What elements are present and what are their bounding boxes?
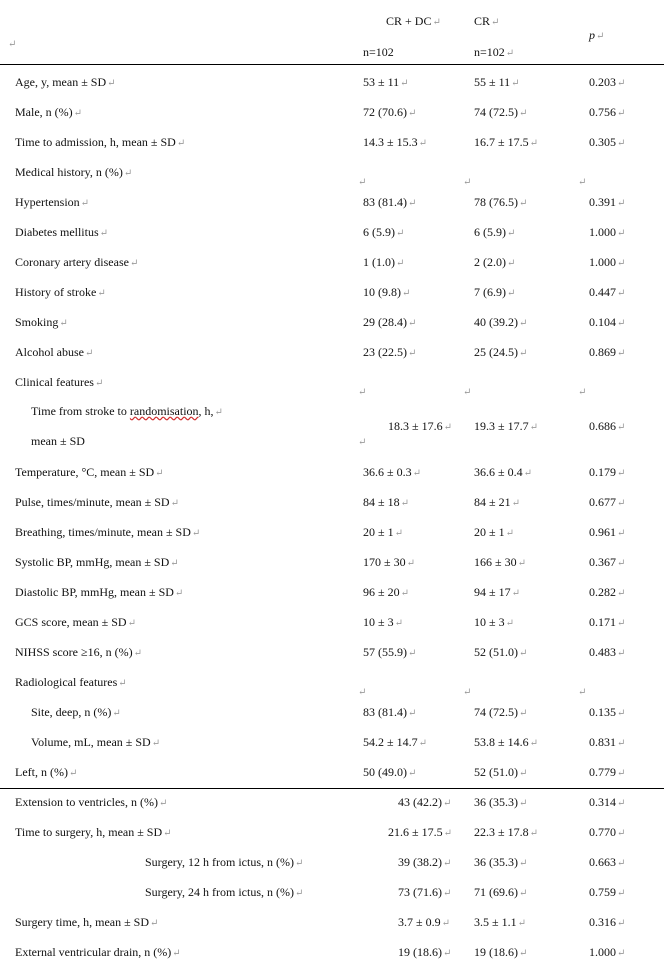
row-label: Site, deep, n (%)↵ — [31, 705, 121, 719]
table-row — [0, 338, 664, 368]
cell-p: 1.000↵ — [589, 255, 626, 269]
table-row — [0, 188, 664, 218]
cell-p: 0.171↵ — [589, 615, 626, 629]
cell-cr: 71 (69.6)↵ — [474, 885, 528, 899]
cell-p: 0.831↵ — [589, 735, 626, 749]
table-row — [0, 248, 664, 278]
cell-crdc: 20 ± 1↵ — [363, 525, 403, 539]
cell-p: 0.316↵ — [589, 915, 626, 929]
table-row — [0, 128, 664, 158]
cell-crdc: 21.6 ± 17.5↵ — [388, 825, 452, 839]
cell-crdc: 10 ± 3↵ — [363, 615, 403, 629]
cell-crdc: 19 (18.6)↵ — [398, 945, 452, 959]
cell-p: 0.391↵ — [589, 195, 626, 209]
table-row — [0, 68, 664, 98]
cell-cr: 36.6 ± 0.4↵ — [474, 465, 532, 479]
cell-crdc: 23 (22.5)↵ — [363, 345, 417, 359]
table-row — [0, 698, 664, 728]
cell-p: 0.135↵ — [589, 705, 626, 719]
cell-p: 0.314↵ — [589, 795, 626, 809]
cell-crdc: 1 (1.0)↵ — [363, 255, 405, 269]
row-label: Male, n (%)↵ — [15, 105, 83, 119]
table-row — [0, 458, 664, 488]
table-row — [0, 878, 664, 908]
row-label: Time to admission, h, mean ± SD↵ — [15, 135, 186, 149]
cell-p: 0.686↵ — [589, 419, 626, 433]
cell-crdc: 53 ± 11↵ — [363, 75, 409, 89]
header-empty-cell: ↵ — [8, 39, 17, 50]
row-label: NIHSS score ≥16, n (%)↵ — [15, 645, 142, 659]
cell-crdc: 54.2 ± 14.7↵ — [363, 735, 427, 749]
cell-crdc: 72 (70.6)↵ — [363, 105, 417, 119]
cell-cr: 36 (35.3)↵ — [474, 795, 528, 809]
row-label: History of stroke↵ — [15, 285, 106, 299]
cell-cr: 3.5 ± 1.1↵ — [474, 915, 526, 929]
cell-cr: 25 (24.5)↵ — [474, 345, 528, 359]
row-label: Alcohol abuse↵ — [15, 345, 94, 359]
row-label: Diastolic BP, mmHg, mean ± SD↵ — [15, 585, 184, 599]
table-row — [0, 308, 664, 338]
cell-crdc: 10 (9.8)↵ — [363, 285, 411, 299]
cell-cr: 7 (6.9)↵ — [474, 285, 516, 299]
table-row — [0, 638, 664, 668]
row-label: Surgery, 12 h from ictus, n (%)↵ — [145, 855, 304, 869]
cell-cr: 2 (2.0)↵ — [474, 255, 516, 269]
header-group-cr: CR↵ — [474, 14, 500, 28]
cell-cr: 74 (72.5)↵ — [474, 105, 528, 119]
cell-cr: 22.3 ± 17.8↵ — [474, 825, 538, 839]
cell-cr: 16.7 ± 17.5↵ — [474, 135, 538, 149]
empty-cell-mark: ↵ — [463, 387, 472, 398]
header-group-crdc: CR + DC↵ — [386, 14, 441, 28]
empty-cell-mark: ↵ — [578, 687, 587, 698]
cell-p: 0.447↵ — [589, 285, 626, 299]
cell-p: 0.770↵ — [589, 825, 626, 839]
row-label: Surgery, 24 h from ictus, n (%)↵ — [145, 885, 304, 899]
table-row — [0, 848, 664, 878]
row-label: External ventricular drain, n (%)↵ — [15, 945, 181, 959]
table-row — [0, 788, 664, 818]
header-rule — [0, 64, 664, 65]
cell-crdc: 3.7 ± 0.9↵ — [398, 915, 450, 929]
table-row — [0, 98, 664, 128]
cell-crdc: 39 (38.2)↵ — [398, 855, 452, 869]
cell-crdc: 73 (71.6)↵ — [398, 885, 452, 899]
cell-crdc: 6 (5.9)↵ — [363, 225, 405, 239]
cell-crdc: 83 (81.4)↵ — [363, 195, 417, 209]
cell-crdc: 14.3 ± 15.3↵ — [363, 135, 427, 149]
cell-p: 1.000↵ — [589, 945, 626, 959]
cell-crdc: 18.3 ± 17.6↵ — [388, 419, 452, 433]
cell-crdc: 83 (81.4)↵ — [363, 705, 417, 719]
table-row — [0, 728, 664, 758]
cell-cr: 94 ± 17↵ — [474, 585, 520, 599]
empty-cell-mark: ↵ — [578, 177, 587, 188]
cell-cr: 40 (39.2)↵ — [474, 315, 528, 329]
cell-p: 0.367↵ — [589, 555, 626, 569]
cell-p: 0.305↵ — [589, 135, 626, 149]
empty-cell-mark: ↵ — [463, 177, 472, 188]
table-row — [0, 758, 664, 788]
cell-crdc: 36.6 ± 0.3↵ — [363, 465, 421, 479]
cell-p: 0.869↵ — [589, 345, 626, 359]
row-label: Clinical features↵ — [15, 375, 104, 389]
table-row — [0, 608, 664, 638]
cell-cr: 19.3 ± 17.7↵ — [474, 419, 538, 433]
row-label: Smoking↵ — [15, 315, 68, 329]
cell-p: 0.282↵ — [589, 585, 626, 599]
row-label: Surgery time, h, mean ± SD↵ — [15, 915, 159, 929]
row-label: Coronary artery disease↵ — [15, 255, 139, 269]
cell-p: 0.203↵ — [589, 75, 626, 89]
empty-cell-mark: ↵ — [358, 687, 367, 698]
cell-p: 0.677↵ — [589, 495, 626, 509]
row-label: Radiological features↵ — [15, 675, 127, 689]
cell-p: 1.000↵ — [589, 225, 626, 239]
row-label: Hypertension↵ — [15, 195, 90, 209]
row-label: Time to surgery, h, mean ± SD↵ — [15, 825, 172, 839]
row-label: Systolic BP, mmHg, mean ± SD↵ — [15, 555, 179, 569]
cell-cr: 36 (35.3)↵ — [474, 855, 528, 869]
cell-cr: 19 (18.6)↵ — [474, 945, 528, 959]
table-header — [0, 0, 664, 64]
table-row — [0, 668, 664, 698]
row-label: Age, y, mean ± SD↵ — [15, 75, 116, 89]
empty-cell-mark: ↵ — [358, 177, 367, 188]
table-row — [0, 518, 664, 548]
empty-cell-mark: ↵ — [578, 387, 587, 398]
row-label: GCS score, mean ± SD↵ — [15, 615, 136, 629]
cell-crdc: 84 ± 18↵ — [363, 495, 409, 509]
cell-cr: 55 ± 11↵ — [474, 75, 520, 89]
row-label: Diabetes mellitus↵ — [15, 225, 109, 239]
row-label: Temperature, °C, mean ± SD↵ — [15, 465, 164, 479]
row-label: Medical history, n (%)↵ — [15, 165, 133, 179]
table-row — [0, 158, 664, 188]
cell-cr: 78 (76.5)↵ — [474, 195, 528, 209]
header-p-value: p↵ — [589, 28, 605, 42]
row-label: Volume, mL, mean ± SD↵ — [31, 735, 161, 749]
table-row — [0, 488, 664, 518]
cell-p: 0.759↵ — [589, 885, 626, 899]
cell-cr: 166 ± 30↵ — [474, 555, 526, 569]
cell-crdc: 57 (55.9)↵ — [363, 645, 417, 659]
row-label-line1: Time from stroke to randomisation, h,↵ — [31, 404, 223, 418]
table-row — [0, 368, 664, 398]
header-n-cr: n=102↵ — [474, 45, 515, 59]
table-row — [0, 578, 664, 608]
table-row-randomisation — [0, 398, 664, 458]
table-row — [0, 278, 664, 308]
row-label-line2: mean ± SD — [31, 434, 85, 448]
cell-crdc: 170 ± 30↵ — [363, 555, 415, 569]
row-label: Breathing, times/minute, mean ± SD↵ — [15, 525, 201, 539]
cell-p: 0.104↵ — [589, 315, 626, 329]
header-n-crdc: n=102 — [363, 45, 394, 59]
cell-crdc: 29 (28.4)↵ — [363, 315, 417, 329]
cell-crdc: 50 (49.0)↵ — [363, 765, 417, 779]
cell-p: 0.961↵ — [589, 525, 626, 539]
cell-cr: 6 (5.9)↵ — [474, 225, 516, 239]
table-row — [0, 818, 664, 848]
cell-p: 0.779↵ — [589, 765, 626, 779]
cell-cr: 74 (72.5)↵ — [474, 705, 528, 719]
cell-crdc: 43 (42.2)↵ — [398, 795, 452, 809]
row-label: Extension to ventricles, n (%)↵ — [15, 795, 168, 809]
cell-p: 0.663↵ — [589, 855, 626, 869]
row-label: Pulse, times/minute, mean ± SD↵ — [15, 495, 179, 509]
cell-cr: 52 (51.0)↵ — [474, 645, 528, 659]
cell-cr: 10 ± 3↵ — [474, 615, 514, 629]
row-label: Left, n (%)↵ — [15, 765, 78, 779]
cell-mark: ↵ — [358, 437, 367, 448]
table-row — [0, 218, 664, 248]
table-row — [0, 908, 664, 938]
cell-crdc: 96 ± 20↵ — [363, 585, 409, 599]
cell-p: 0.179↵ — [589, 465, 626, 479]
cell-cr: 53.8 ± 14.6↵ — [474, 735, 538, 749]
cell-cr: 20 ± 1↵ — [474, 525, 514, 539]
cell-cr: 52 (51.0)↵ — [474, 765, 528, 779]
empty-cell-mark: ↵ — [358, 387, 367, 398]
cell-p: 0.756↵ — [589, 105, 626, 119]
table-row — [0, 548, 664, 578]
cell-cr: 84 ± 21↵ — [474, 495, 520, 509]
cell-p: 0.483↵ — [589, 645, 626, 659]
empty-cell-mark: ↵ — [463, 687, 472, 698]
